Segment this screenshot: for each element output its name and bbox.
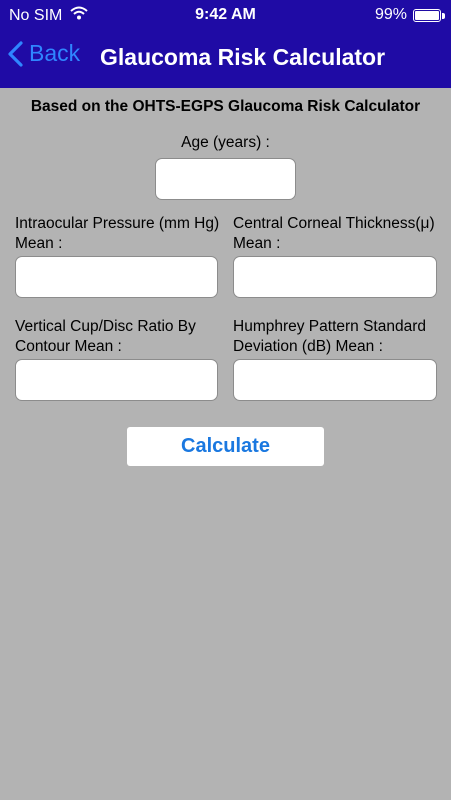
age-input[interactable] xyxy=(155,158,296,200)
cct-label: Central Corneal Thickness(μ) Mean : xyxy=(233,215,435,252)
status-right xyxy=(375,6,441,24)
form-subtitle: Based on the OHTS-EGPS Glaucoma Risk Calculator xyxy=(30,98,421,115)
back-button[interactable] xyxy=(8,40,80,67)
cct-input[interactable] xyxy=(233,256,437,298)
battery-icon xyxy=(413,9,441,22)
cup-disc-ratio-input[interactable] xyxy=(15,359,218,401)
iop-input[interactable] xyxy=(15,256,218,298)
psd-input[interactable] xyxy=(233,359,437,401)
back-label: Back xyxy=(29,40,81,66)
calculate-button[interactable]: Calculate xyxy=(127,427,324,466)
iop-label: Intraocular Pressure (mm Hg) Mean : xyxy=(15,215,220,252)
psd-label: Humphrey Pattern Standard Deviation (dB) Mean : xyxy=(233,318,426,355)
page-title: Glaucoma Risk Calculator xyxy=(100,44,386,70)
status-bar xyxy=(0,0,451,30)
chevron-left-icon xyxy=(8,41,23,67)
status-time: 9:42 AM xyxy=(195,6,256,23)
age-label: Age (years) : xyxy=(181,134,270,151)
app-header xyxy=(0,0,451,88)
carrier-label: No SIM xyxy=(9,6,63,24)
navigation-bar xyxy=(0,30,451,88)
cup-disc-ratio-label: Vertical Cup/Disc Ratio By Contour Mean : xyxy=(15,318,196,355)
battery-percent: 99% xyxy=(374,6,407,23)
